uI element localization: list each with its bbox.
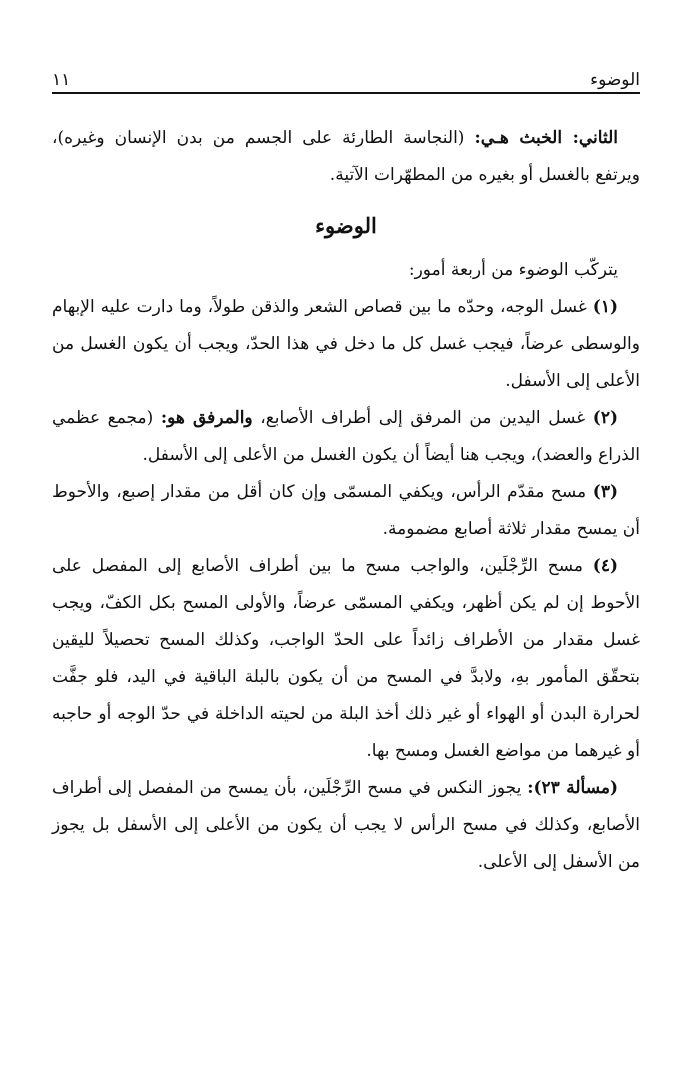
issue-paragraph	[52, 770, 640, 881]
item-1-number: (١)	[592, 297, 618, 317]
item-1-text: غسل الوجه، وحدّه ما بين قصاص الشعر والذقن طولاً، وما دارت عليه الإبهام والوسطى عرضاً، فيجب غسل كل ما دخل في هذا الحدّ، ويجب أن يكون الغسل من الأعلى إلى الأسفل.	[52, 297, 640, 391]
intro-label: الثاني: الخبث هـي:	[474, 128, 618, 148]
item-2-paragraph	[52, 400, 640, 474]
item-1-paragraph	[52, 289, 640, 400]
page-number: ١١	[52, 70, 71, 90]
intro-text: (النجاسة الطارئة على الجسم من بدن الإنسان وغيره)، ويرتفع بالغسل أو بغيره من المطهّرات الآتية.	[52, 128, 640, 185]
item-2-bold-term: والمرفق هو:	[160, 408, 253, 428]
item-3-number: (٣)	[592, 482, 618, 502]
issue-text: يجوز النكس في مسح الرِّجْلَين، بأن يمسح من المفصل إلى أطراف الأصابع، وكذلك في مسح الرأس لا يجب أن يكون من الأعلى إلى الأسفل بل يجوز من الأسفل إلى الأعلى.	[52, 778, 640, 872]
item-3-paragraph	[52, 474, 640, 548]
lead-paragraph: يتركّب الوضوء من أربعة أمور:	[408, 260, 618, 280]
section-heading: الوضوء	[315, 213, 377, 238]
item-2-number: (٢)	[592, 408, 618, 428]
item-2-text-a: غسل اليدين من المرفق إلى أطراف الأصابع،	[252, 408, 593, 428]
item-4-number: (٤)	[592, 556, 618, 576]
issue-label: (مسألة ٢٣):	[527, 778, 619, 798]
page-body	[52, 120, 640, 881]
item-4-text: مسح الرِّجْلَين، والواجب مسح ما بين أطراف الأصابع إلى المفصل على الأحوط إن لم يكن أظهر، ويكفي المسمّى عرضاً، والأولى المسح بكل الكفّ، ويجب غسل مقدار من الأطراف زائداً على الحدّ الواجب، وكذلك المسح تحصيلاً لليقين بتحقّق المأمور بهِ، ولابدَّ في المسح من أن يكون بالبلة الباقية في اليد، فلو جفَّت لحرارة البدن أو الهواء أو غير ذلك أخذ البلة من لحيته الداخلة في حدّ الوجه أو حاجبه أو غيرهما من مواضع الغسل ومسح بها.	[52, 556, 640, 761]
intro-paragraph	[52, 120, 640, 194]
book-page	[52, 60, 640, 881]
item-2-text-b: (مجمع عظمي الذراع والعضد)، ويجب هنا أيضاً أن يكون الغسل من الأعلى إلى الأسفل.	[52, 408, 640, 465]
item-3-text: مسح مقدّم الرأس، ويكفي المسمّى وإن كان أقل من مقدار إصبع، والأحوط أن يمسح مقدار ثلاثة أصابع مضمومة.	[52, 482, 640, 539]
running-header-section-title: الوضوء	[590, 70, 640, 90]
running-header	[52, 60, 640, 90]
header-divider	[52, 92, 640, 94]
item-4-paragraph	[52, 548, 640, 770]
